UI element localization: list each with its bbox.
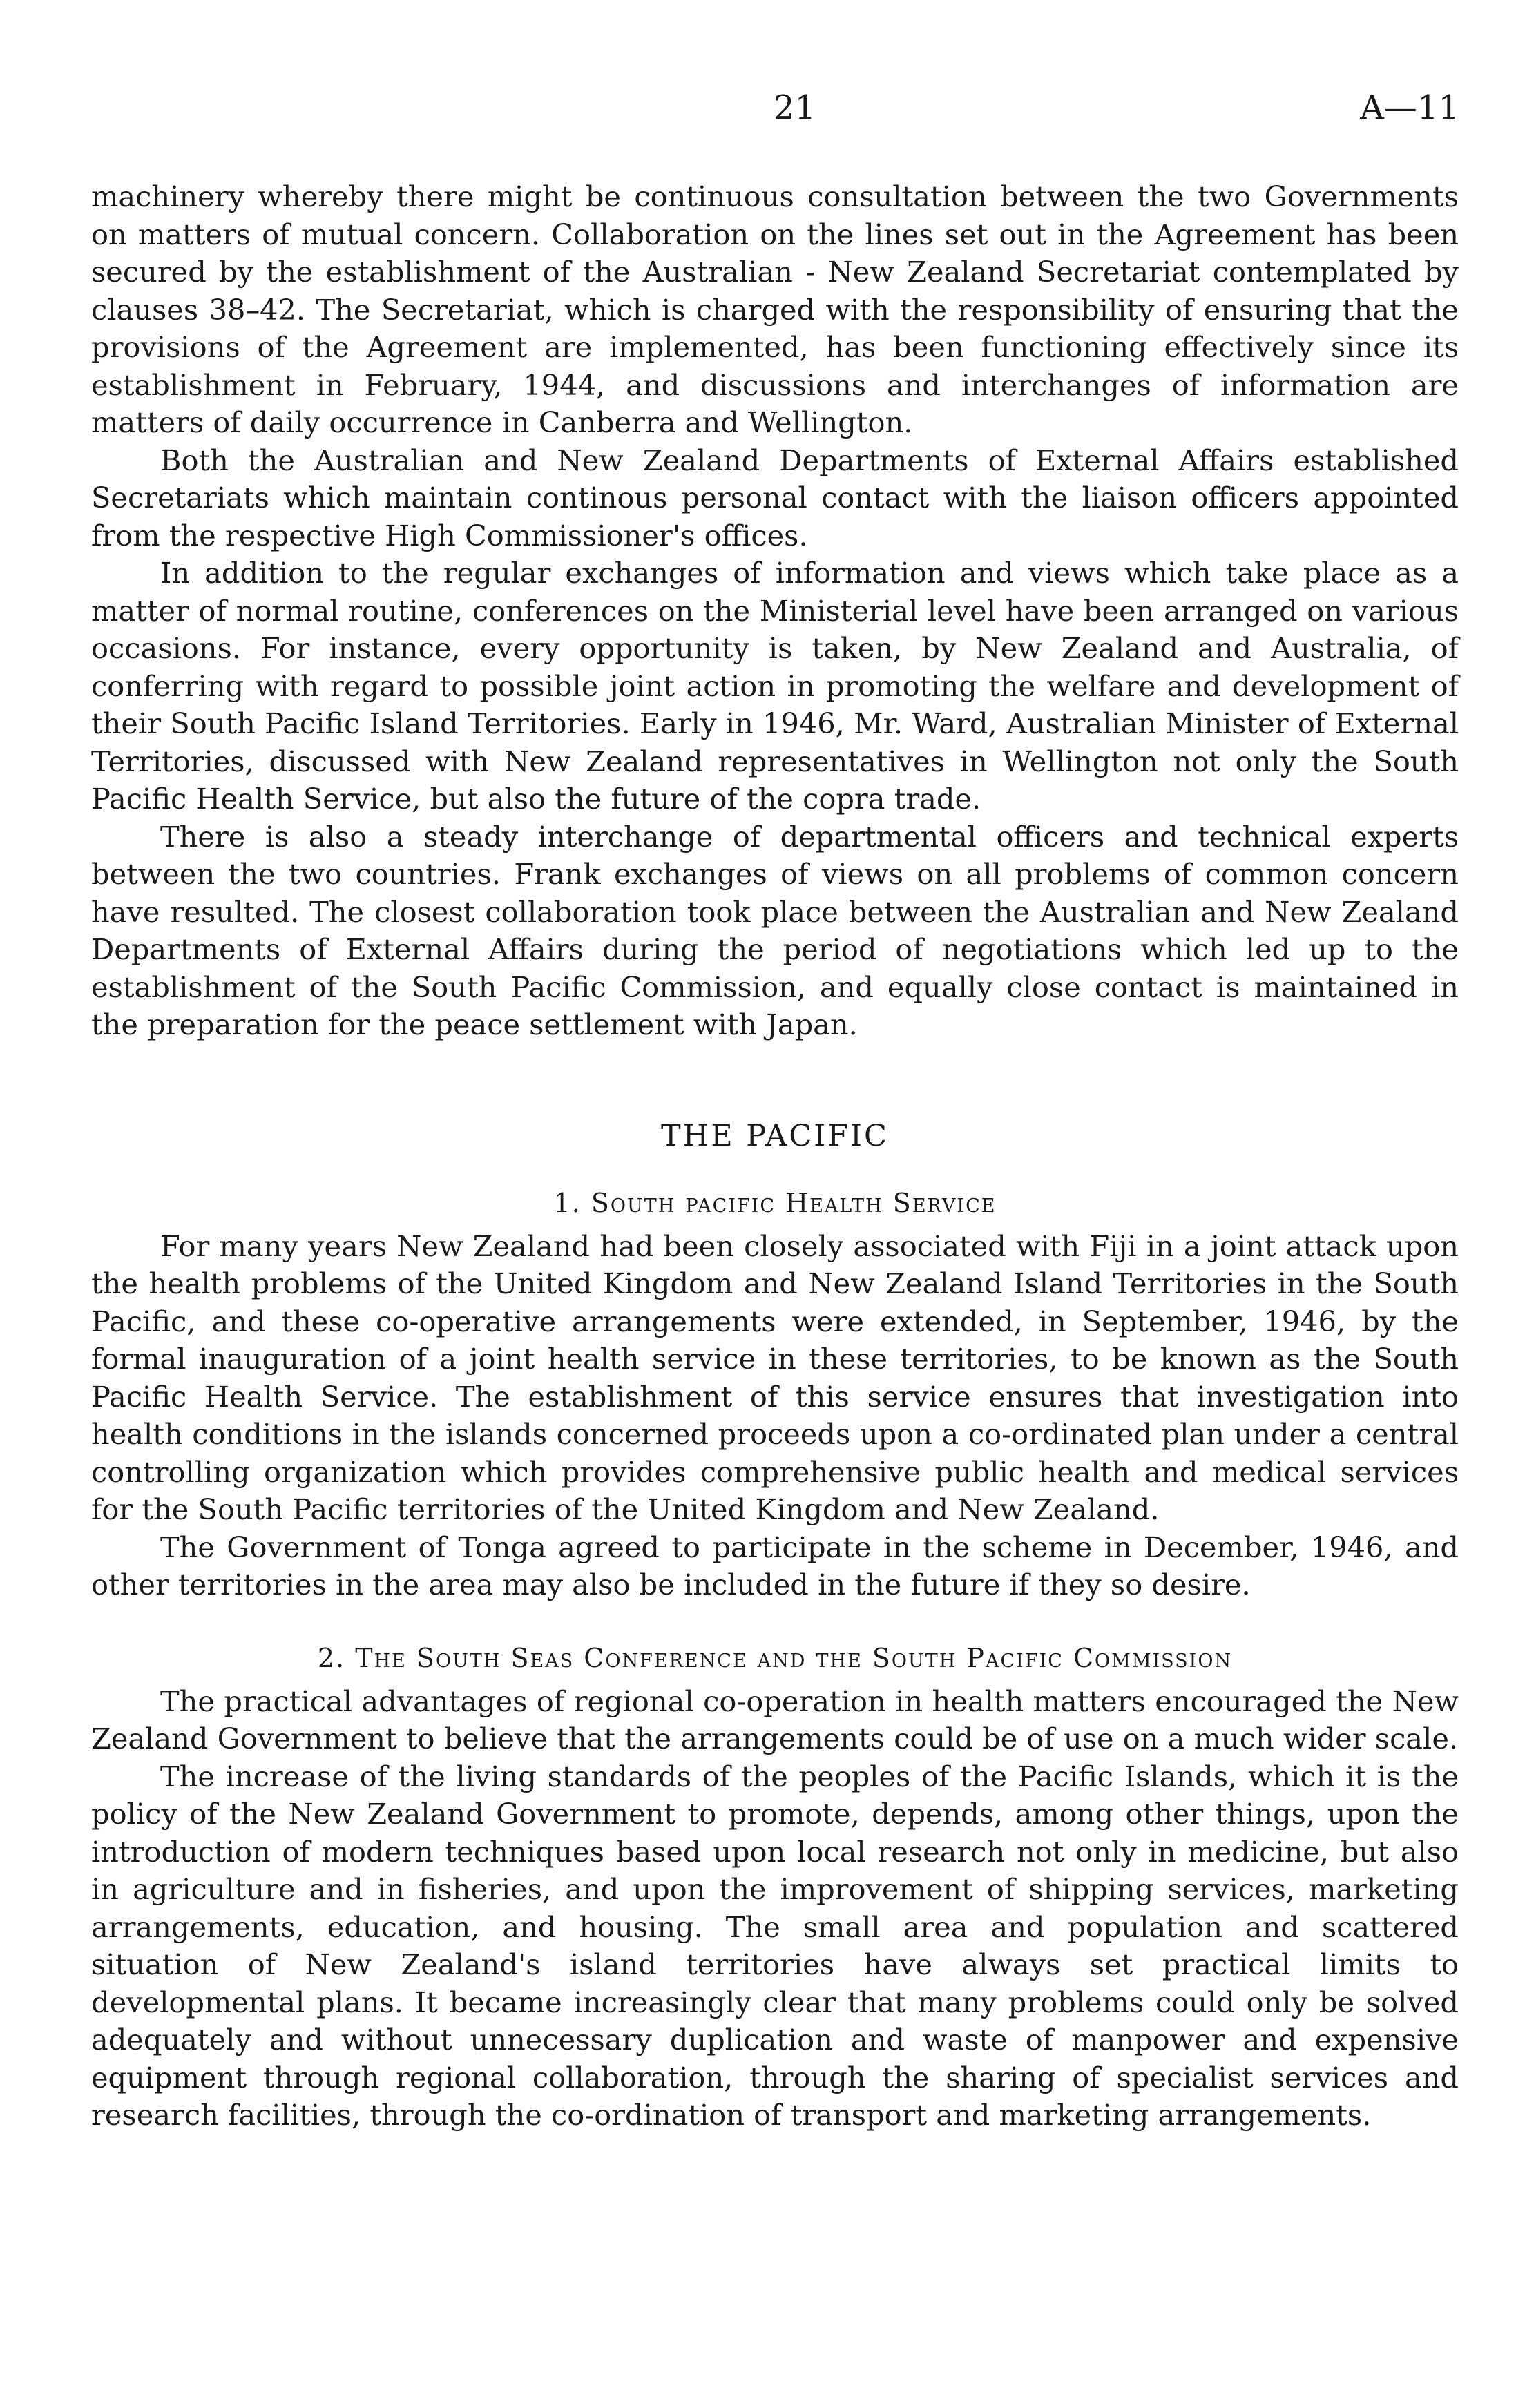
paragraph: The practical advantages of regional co-operation in health matters encouraged the New Zealand Government to believe that the arrangements could be of use on a much wider scale. bbox=[91, 1684, 1459, 1755]
subsection-heading: 2. The South Seas Conference and the South Pacific Commission bbox=[317, 1642, 1233, 1673]
page-header bbox=[0, 88, 1516, 137]
paragraph: The increase of the living standards of the peoples of the Pacific Islands, which it is the policy of the New Zealand Government to promote, depends, among other things, upon the introduction of modern techniques based upon local research not only in medicine, but also in agriculture and in fisheries, and upon the improvement of shipping services, marketing arrangements, education, and housing. The small area and population and scattered situation of New Zealand's island territories have always set practical limits to developmental plans. It became increasingly clear that many problems could only be solved adequately and without unnecessary duplication and waste of manpower and expensive equipment through regional collaboration, through the sharing of specialist services and research facilities, through the co-ordination of transport and marketing arrangements. bbox=[91, 1759, 1459, 2132]
page-body bbox=[91, 178, 1459, 2135]
paragraph: In addition to the regular exchanges of information and views which take place as a matter of normal routine, conferences on the Ministerial level have been arranged on various occasions. For instance, every opportunity is taken, by New Zealand and Australia, of conferring with regard to possible joint action in promoting the welfare and development of their South Pacific Island Territories. Early in 1946, Mr. Ward, Australian Minister of External Territories, discussed with New Zealand representatives in Wellington not only the South Pacific Health Service, but also the future of the copra trade. bbox=[91, 556, 1459, 816]
document-reference: A—11 bbox=[1360, 88, 1459, 127]
paragraph: The Government of Tonga agreed to participate in the scheme in December, 1946, and other territories in the area may also be included in the future if they so desire. bbox=[91, 1530, 1459, 1601]
subsection-heading: 1. South pacific Health Service bbox=[553, 1187, 997, 1218]
paragraph: For many years New Zealand had been closely associated with Fiji in a joint attack upon the health problems of the United Kingdom and New Zealand Island Territories in the South Pacific, and these co-operative arrangements were extended, in September, 1946, by the formal inauguration of a joint health service in these territories, to be known as the South Pacific Health Service. The establishment of this service ensures that investigation into health conditions in the islands concerned proceeds upon a co-ordinated plan under a central controlling organization which provides comprehensive public health and medical services for the South Pacific territories of the United Kingdom and New Zealand. bbox=[91, 1229, 1459, 1526]
page-number: 21 bbox=[774, 88, 816, 127]
paragraph: machinery whereby there might be continuous consultation between the two Governments on matters of mutual concern. Collaboration on the lines set out in the Agreement has been secured by the establishment of the Australian - New Zealand Secretariat contemplated by clauses 38–42. The Secretariat, which is charged with the responsibility of ensuring that the provisions of the Agreement are implemented, has been functioning effectively since its establishment in February, 1944, and discussions and interchanges of information are matters of daily occurrence in Canberra and Wellington. bbox=[91, 180, 1459, 439]
paragraph: There is also a steady interchange of departmental officers and technical experts between the two countries. Frank exchanges of views on all problems of common concern have resulted. The closest collaboration took place between the Australian and New Zealand Departments of External Affairs during the period of negotiations which led up to the establishment of the South Pacific Commission, and equally close contact is maintained in the preparation for the peace settlement with Japan. bbox=[91, 819, 1459, 1041]
section-title: THE PACIFIC bbox=[661, 1118, 889, 1153]
paragraph: Both the Australian and New Zealand Departments of External Affairs established Secretariats which maintain continous personal contact with the liaison officers appointed from the respective High Commissioner's offices. bbox=[91, 443, 1459, 552]
